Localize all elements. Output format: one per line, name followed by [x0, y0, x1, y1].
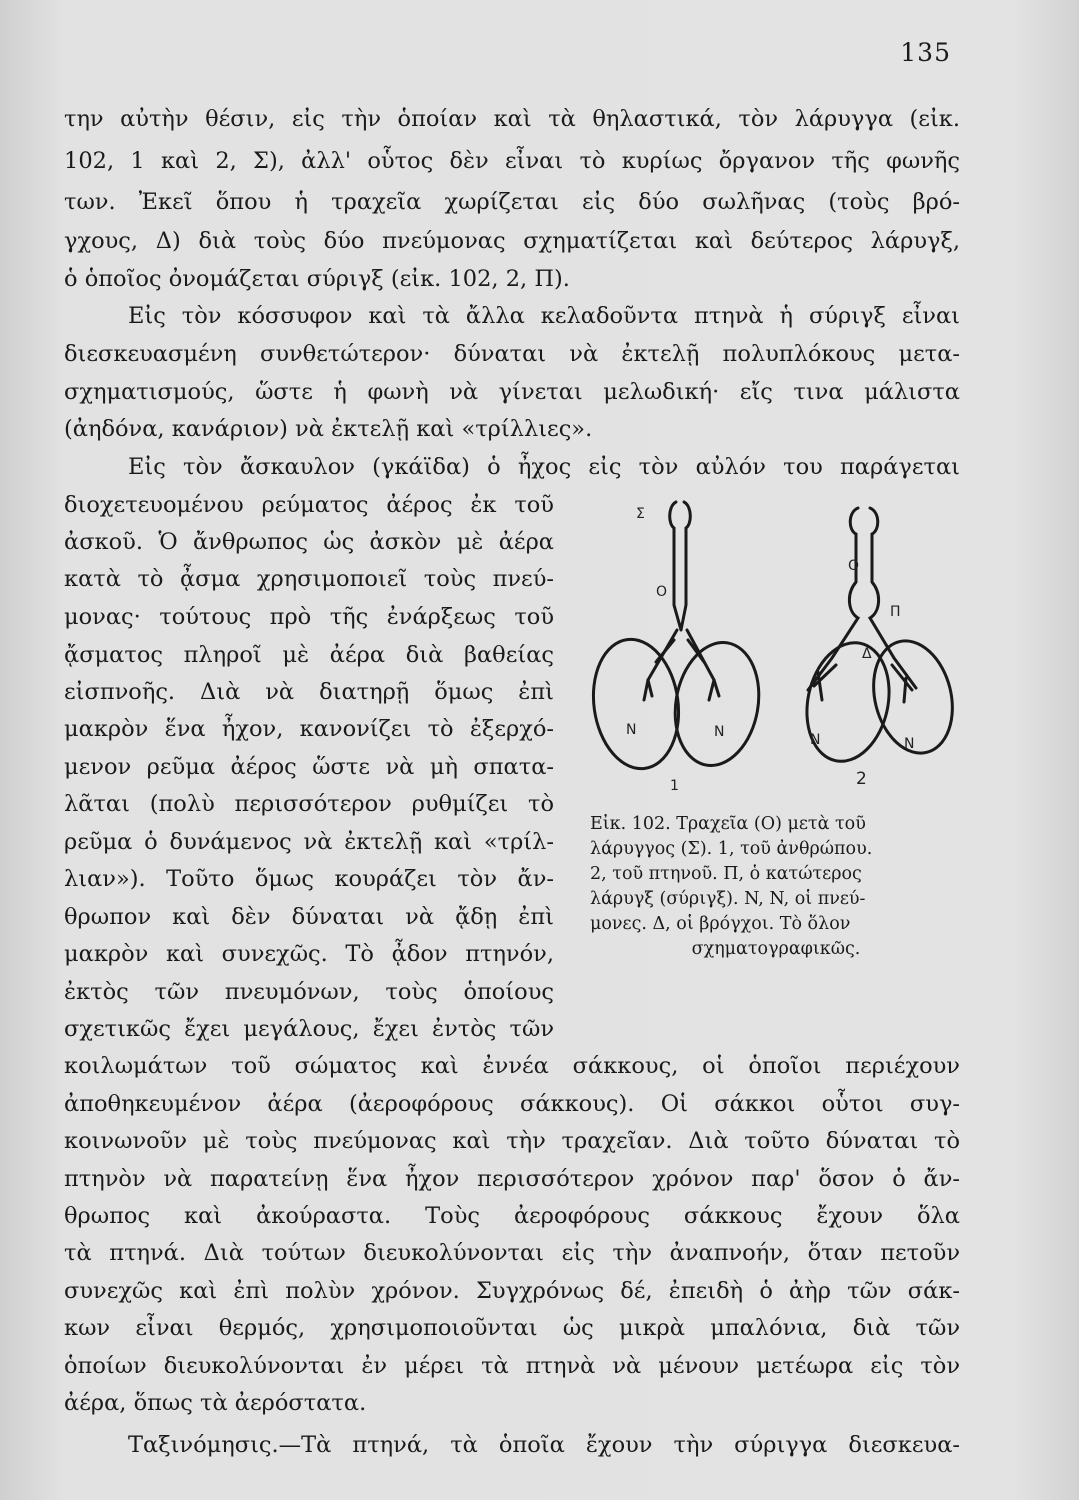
text-line: λᾶται (πολὺ περισσότερον ρυθμίζει τὸ	[64, 791, 554, 817]
page-number: 135	[900, 38, 951, 67]
caption-line: λάρυγξ (σύριγξ). N, N, οἱ πνεύ-	[590, 889, 866, 909]
text-line: ἐκτὸς τῶν πνευμόνων, τοὺς ὁποίους	[64, 979, 554, 1005]
caption-line: 2, τοῦ πτηνοῦ. Π, ὁ κατώτερος	[590, 864, 862, 884]
text-line: μενον ρεῦμα ἀέρος ὥστε νὰ μὴ σπατα-	[64, 754, 554, 780]
text-line: θρωπον καὶ δὲν δύναται νὰ ᾄδῃ ἐπὶ	[64, 904, 554, 930]
caption-line: σχηματογραφικῶς.	[691, 939, 861, 959]
text-line: μακρὸν ἕνα ἦχον, κανονίζει τὸ ἐξερχό-	[64, 716, 554, 742]
text-line: ἀέρα, ὅπως τὰ ἀερόστατα.	[64, 1390, 367, 1416]
bird-respiratory-diagram	[796, 508, 963, 769]
text-line: Εἰς τὸν κόσσυφον καὶ τὰ ἄλλα κελαδοῦντα πτηνὰ ἡ σύριγξ εἶναι	[128, 303, 960, 329]
text-line: διοχετευομένου ρεύματος ἀέρος ἐκ τοῦ	[64, 492, 554, 518]
label-trachea-bird: Ο	[848, 558, 860, 574]
text-line: σχηματισμούς, ὥστε ἡ φωνὴ νὰ γίνεται μελωδική· εἴς τινα μάλιστα	[64, 379, 960, 405]
label-sigma: Σ	[636, 506, 645, 522]
text-line: κατὰ τὸ ᾆσμα χρησιμοποιεῖ τοὺς πνεύ-	[64, 566, 554, 592]
label-bronchi: Δ	[862, 646, 872, 662]
label-lung: N	[626, 722, 637, 738]
text-line: κοιλωμάτων τοῦ σώματος καὶ ἐννέα σάκκους, οἱ ὁποῖοι περιέχουν	[64, 1053, 960, 1079]
label-lung: N	[904, 736, 915, 752]
text-line: ἀσκοῦ. Ὁ ἄνθρωπος ὡς ἀσκὸν μὲ ἀέρα	[64, 529, 554, 555]
text-line: 102, 1 καὶ 2, Σ), ἀλλ' οὗτος δὲν εἶναι τὸ κυρίως ὄργανον τῆς φωνῆς	[64, 148, 960, 174]
text-line: (ἀηδόνα, κανάριον) νὰ ἐκτελῇ καὶ «τρίλλιες».	[64, 416, 593, 442]
text-line: ὁ ὁποῖος ὀνομάζεται σύριγξ (εἰκ. 102, 2, Π).	[64, 266, 570, 292]
text-line: μονας· τούτους πρὸ τῆς ἐνάρξεως τοῦ	[64, 604, 554, 630]
text-line: των. Ἐκεῖ ὅπου ἡ τραχεῖα χωρίζεται εἰς δύο σωλῆνας (τοὺς βρό-	[64, 189, 960, 215]
text-line: Εἰς τὸν ἄσκαυλον (γκάϊδα) ὁ ἦχος εἰς τὸν αὐλόν του παράγεται	[128, 454, 960, 480]
text-line: Ταξινόμησις.—Τὰ πτηνά, τὰ ὁποῖα ἔχουν τὴν σύριγγα διεσκευα-	[128, 1432, 960, 1458]
text-line: συνεχῶς καὶ ἐπὶ πολὺν χρόνον. Συγχρόνως δέ, ἐπειδὴ ὁ ἀὴρ τῶν σάκ-	[64, 1278, 960, 1304]
figure-caption	[590, 812, 962, 962]
label-trachea-human: Ο	[656, 584, 668, 600]
text-line: ὁποίων διευκολύνονται ἐν μέρει τὰ πτηνὰ νὰ μένουν μετέωρα εἰς τὸν	[64, 1353, 960, 1379]
caption-line: μονες. Δ, οἱ βρόγχοι. Τὸ ὅλον	[590, 914, 851, 934]
text-line: μακρὸν καὶ συνεχῶς. Τὸ ᾆδον πτηνόν,	[64, 941, 554, 967]
label-syrinx: Π	[890, 604, 901, 620]
label-number-2: 2	[856, 769, 867, 789]
figure-trachea-diagram	[586, 490, 971, 810]
text-line: σχετικῶς ἔχει μεγάλους, ἔχει ἐντὸς τῶν	[64, 1016, 554, 1042]
human-respiratory-diagram	[586, 502, 768, 774]
caption-line: λάρυγγος (Σ). 1, τοῦ ἀνθρώπου.	[590, 839, 873, 859]
text-line: διεσκευασμένη συνθετώτερον· δύναται νὰ ἐκτελῇ πολυπλόκους μετα-	[64, 341, 960, 367]
text-line: εἰσπνοῆς. Διὰ νὰ διατηρῇ ὅμως ἐπὶ	[64, 679, 554, 705]
text-line: κων εἶναι θερμός, χρησιμοποιοῦνται ὡς μικρὰ μπαλόνια, διὰ τῶν	[64, 1315, 960, 1341]
text-line: ἀποθηκευμένον ἀέρα (ἀεροφόρους σάκκους). Οἱ σάκκοι οὗτοι συγ-	[64, 1091, 960, 1117]
label-number-1: 1	[670, 778, 679, 794]
text-line: κοινωνοῦν μὲ τοὺς πνεύμονας καὶ τὴν τραχεῖαν. Διὰ τοῦτο δύναται τὸ	[64, 1128, 960, 1154]
label-lung: N	[810, 732, 821, 748]
text-line: ᾄσματος πληροῖ μὲ ἀέρα διὰ βαθείας	[64, 642, 554, 668]
text-line: πτηνὸν νὰ παρατείνῃ ἕνα ἦχον περισσότερον χρόνον παρ' ὅσον ὁ ἄν-	[64, 1166, 960, 1192]
text-line: θρωπος καὶ ἀκούραστα. Τοὺς ἀεροφόρους σάκκους ἔχουν ὅλα	[64, 1203, 960, 1229]
text-line: λιαν»). Τοῦτο ὅμως κουράζει τὸν ἄν-	[64, 866, 554, 892]
text-line: τὰ πτηνά. Διὰ τούτων διευκολύνονται εἰς τὴν ἀναπνοήν, ὅταν πετοῦν	[64, 1240, 960, 1266]
label-lung: N	[714, 724, 725, 740]
text-line: γχους, Δ) διὰ τοὺς δύο πνεύμονας σχηματίζεται καὶ δεύτερος λάρυγξ,	[64, 228, 960, 254]
caption-line: Εἰκ. 102. Τραχεῖα (Ο) μετὰ τοῦ	[590, 814, 866, 834]
text-line: την αὐτὴν θέσιν, εἰς τὴν ὁποίαν καὶ τὰ θηλαστικά, τὸν λάρυγγα (εἰκ.	[64, 106, 960, 132]
text-line: ρεῦμα ὁ δυνάμενος νὰ ἐκτελῇ καὶ «τρίλ-	[64, 829, 554, 855]
